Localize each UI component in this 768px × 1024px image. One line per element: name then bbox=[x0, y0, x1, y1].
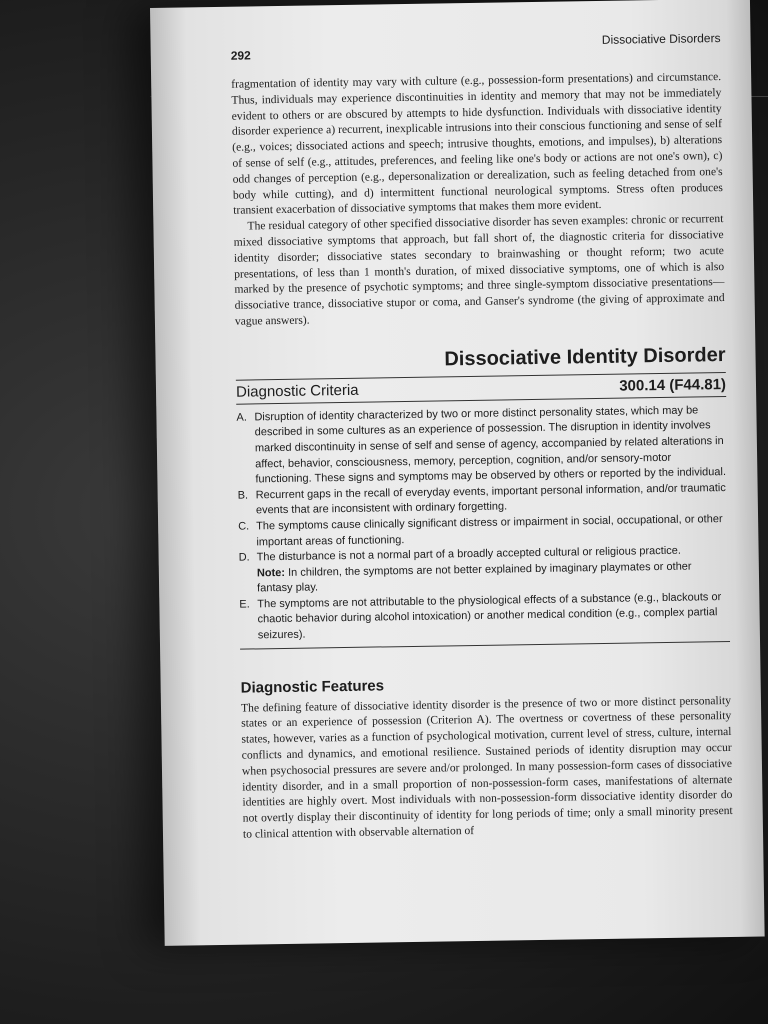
criterion-e bbox=[239, 590, 730, 644]
criterion-a bbox=[236, 403, 727, 489]
note-label: Note: bbox=[256, 566, 286, 580]
page-number: 292 bbox=[230, 48, 251, 63]
book-page bbox=[150, 0, 765, 946]
criterion-text: The symptoms cause clinically significant distress or impairment in social, occupational, or other important areas of functioning. bbox=[256, 512, 723, 548]
criterion-d bbox=[239, 543, 730, 597]
diagnostic-code: 300.14 (F44.81) bbox=[619, 375, 727, 395]
section-title: Dissociative Identity Disorder bbox=[235, 344, 725, 381]
criteria-header bbox=[236, 376, 726, 405]
criterion-letter: C. bbox=[238, 520, 250, 533]
criterion-letter: B. bbox=[237, 489, 249, 502]
page-content bbox=[230, 29, 733, 842]
criterion-text bbox=[257, 543, 730, 597]
criteria-label: Diagnostic Criteria bbox=[235, 381, 359, 401]
diagnostic-features-paragraph: The defining feature of dissociative identity disorder is the presence of two or more distinct personality states or an experience of possession (Criterion A). The overtness or covertness of these personality states, however, varies as a function of psychological motivation, current level of stress, culture, internal conflicts and dynamics, and emotional resilience. Sustained periods of identity disruption may occur when psychosocial pressures are severe and/or prolonged. In many possession-form cases of dissociative identity disorder, and in a small proportion of non-possession-form cases, manifestations of alternate identities are highly overt. Most individuals with non-possession-form dissociative identity disorder do not overtly display their discontinuity of identity for long periods of time; only a small minority present to clinical attention with observable alternation of bbox=[240, 693, 733, 841]
intro-paragraph-1: fragmentation of identity may vary with culture (e.g., possession-form presentations) and circumstance. Thus, individuals may experience discontinuities in identity and memory that may not be immediately evident to others or are obscured by attempts to hide dysfunction. Individuals with dissociative identity disorder experience a) recurrent, inexplicable intrusions into their conscious functioning and sense of self (e.g., voices; dissociated actions and speech; intrusive thoughts, emotions, and impulses), b) alterations of sense of self (e.g., attitudes, preferences, and feeling like one's body or actions are not one's own), c) odd changes of perception (e.g., depersonalization or derealization, such as feeling detached from one's body while cutting), and d) intermittent functional neurological symptoms. Stress often produces transient exacerbation of dissociative symptoms that makes them more evident. bbox=[231, 70, 723, 218]
criterion-text: Recurrent gaps in the recall of everyday events, important personal information, and/or traumatic events that are inconsistent with ordinary forgetting. bbox=[255, 481, 726, 517]
chapter-title: Dissociative Disorders bbox=[601, 31, 721, 47]
criterion-letter: A. bbox=[236, 411, 247, 424]
intro-text bbox=[231, 69, 725, 329]
criterion-letter: E. bbox=[239, 598, 250, 611]
intro-paragraph-2: The residual category of other specified dissociative disorder has seven examples: chronic or recurrent mixed dissociative symptoms that approach, but fall short of, the diagnostic criteria for dissociative identity disorder; dissociative states secondary to brainwashing or thought reform; two acute presentations, of less than 1 month's duration, of mixed dissociative symptoms, one of which is also marked by the presence of psychotic symptoms; and three single-symptom dissociative presentations—dissociative trance, dissociative stupor or coma, and Ganser's syndrome (the giving of approximate and vague answers). bbox=[233, 212, 725, 328]
criterion-text: Disruption of identity characterized by two or more distinct personality states, which may be described in some cultures as an experience of possession. The disruption in identity involves marked discontinuity in sense of self and sense of agency, accompanied by related alterations in affect, behavior, consciousness, memory, perception, cognition, and/or sensory-motor functioning. These signs and symptoms may be observed by others or reported by the individual. bbox=[254, 404, 727, 486]
criterion-text: The symptoms are not attributable to the physiological effects of a substance (e.g., blackouts or chaotic behavior during alcohol intoxication) or another medical condition (e.g., complex partial seizures). bbox=[257, 590, 722, 642]
criterion-d-text: The disturbance is not a normal part of a broadly accepted cultural or religious practice. bbox=[256, 544, 682, 564]
diagnostic-features-text bbox=[241, 693, 733, 843]
running-header bbox=[230, 29, 720, 61]
diagnostic-features-title: Diagnostic Features bbox=[240, 677, 385, 697]
note-text: In children, the symptoms are not better explained by imaginary playmates or other fantasy play. bbox=[257, 560, 692, 595]
criterion-letter: D. bbox=[238, 551, 250, 564]
criteria-list bbox=[236, 403, 730, 650]
